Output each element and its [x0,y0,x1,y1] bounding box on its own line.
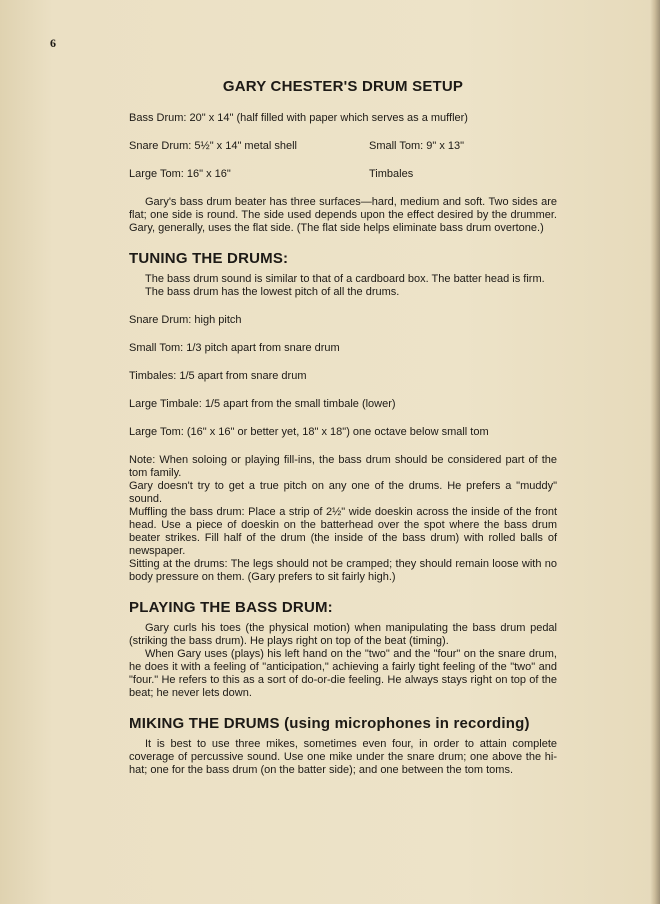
spec-snare-drum: Snare Drum: 5½" x 14" metal shell [129,140,297,152]
page-content [129,80,557,777]
bass-drum-heading: PLAYING THE BASS DRUM: [129,599,333,616]
tuning-note-4: Sitting at the drums: The legs should not be cramped; they should remain loose with no body pressure on them. (Gary prefers to sit fairly high.) [129,558,557,583]
tuning-item-large-timbale: Large Timbale: 1/5 apart from the small timbale (lower) [129,398,396,410]
spec-row-large-tom-timbales [129,168,557,181]
spec-small-tom: Small Tom: 9" x 13" [369,140,465,152]
tuning-item-small-tom: Small Tom: 1/3 pitch apart from snare drum [129,342,340,354]
spec-timbales: Timbales [369,168,414,180]
page-binding-shadow [650,0,660,904]
tuning-item-timbales: Timbales: 1/5 apart from snare drum [129,370,307,382]
tuning-item-snare: Snare Drum: high pitch [129,314,242,326]
miking-heading: MIKING THE DRUMS (using microphones in recording) [129,715,530,732]
bass-drum-paragraph-1: Gary curls his toes (the physical motion) when manipulating the bass drum pedal (striking the bass drum). He plays right on top of the beat (timing). [129,622,557,647]
page-number: 6 [50,36,56,50]
tuning-item-large-tom: Large Tom: (16" x 16" or better yet, 18" x 18") one octave below small tom [129,426,489,438]
tuning-note-2: Gary doesn't try to get a true pitch on any one of the drums. He prefers a "muddy" sound. [129,480,557,505]
miking-paragraph: It is best to use three mikes, sometimes even four, in order to attain complete coverage of percussive sound. Use one mike under the snare drum; one above the hi-hat; one for the bass drum (on the batter side); and one between the tom toms. [129,738,557,776]
tuning-note-1: Note: When soloing or playing fill-ins, the bass drum should be considered part of the tom family. [129,454,557,479]
beater-paragraph: Gary's bass drum beater has three surfaces—hard, medium and soft. Two sides are flat; one side is round. The side used depends upon the effect desired by the drummer. Gary, generally, uses the flat side. (The flat side helps eliminate bass drum overtone.) [129,196,557,234]
tuning-paragraph-1: The bass drum sound is similar to that of a cardboard box. The batter head is firm. [145,273,545,285]
tuning-heading: TUNING THE DRUMS: [129,250,289,267]
spec-bass-drum: Bass Drum: 20" x 14" (half filled with paper which serves as a muffler) [129,112,468,124]
bass-drum-paragraph-2: When Gary uses (plays) his left hand on the "two" and the "four" on the snare drum, he does it with a feeling of "anticipation," achieving a fairly tight feeling of the "two" and "four." He refers to this as a sort of do-or-die feeling. He always stays right on top of the beat; he never lets down. [129,648,557,699]
spec-large-tom: Large Tom: 16" x 16" [129,168,231,180]
tuning-note-3: Muffling the bass drum: Place a strip of 2½" wide doeskin across the inside of the front head. Use a piece of doeskin on the batterhead over the spot where the bass drum beater strikes. Fill half of the drum (the inside of the bass drum) with rolled balls of newspaper. [129,506,557,557]
page-title: GARY CHESTER'S DRUM SETUP [222,78,464,95]
tuning-paragraph-2: The bass drum has the lowest pitch of all the drums. [145,286,400,298]
spec-row-snare-small-tom [129,140,557,153]
